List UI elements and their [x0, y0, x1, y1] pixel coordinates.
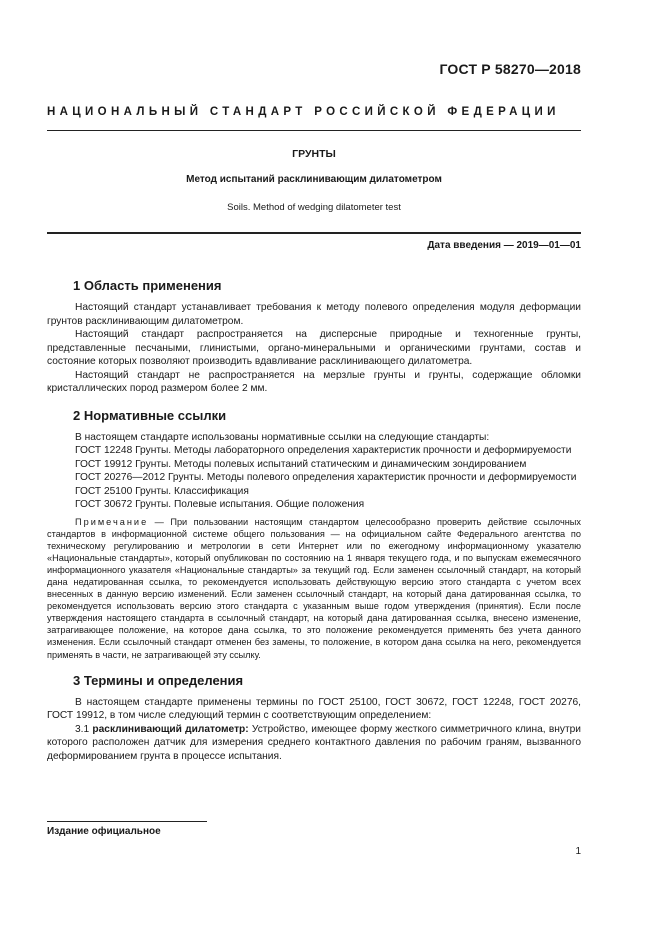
footer-rule	[47, 821, 207, 822]
english-title: Soils. Method of wedging dilatometer test	[227, 202, 401, 213]
paragraph: Настоящий стандарт распространяется на дисперсные природные и техногенные грунты, представленные песчаными, глинистыми, органо-минеральными и органическими грунтами, состав и состояние которых позволяют производить вдавливание расклинивающего дилатометра.	[47, 329, 581, 367]
paragraph: В настоящем стандарте применены термины по ГОСТ 25100, ГОСТ 30672, ГОСТ 12248, ГОСТ 20276, ГОСТ 19912, в том числе следующий термин с соответствующим определением:	[47, 696, 581, 722]
document-subtitle: Метод испытаний расклинивающим дилатометром	[186, 174, 442, 185]
reference-item: ГОСТ 19912 Грунты. Методы полевых испытаний статическим и динамическим зондированием	[75, 458, 527, 470]
standard-code: ГОСТ Р 58270—2018	[439, 61, 581, 77]
document-title: ГРУНТЫ	[292, 148, 336, 160]
paragraph: В настоящем стандарте использованы нормативные ссылки на следующие стандарты:	[75, 431, 490, 443]
term-definition	[47, 723, 581, 764]
note-text: — При пользовании настоящим стандартом целесообразно проверить действие ссылочных стандартов в информационной системе общего пользования — на официальном сайте Федерального агентства по техническому регулированию и метрологии в сети Интернет или по ежегодному информационному указателю «Национальные стандарты», который опубликован по состоянию на 1 января текущего года, и по выпускам ежемесячного информационного указателя «Национальные стандарты» за текущий год. Если заменен ссылочный стандарт, на который дана недатированная ссылка, то рекомендуется использовать действующую версию этого стандарта с учетом всех внесенных в данную версию изменений. Если заменен ссылочный стандарт, на который дана датированная ссылка, то рекомендуется использовать версию этого стандарта с указанным выше годом утверждения (принятия). Если после утверждения настоящего стандарта в ссылочный стандарт, на который дана датированная ссылка, внесено изменение, затрагивающее положение, на которое дана ссылка, то это положение рекомендуется применять без учета данного изменения. Если ссылочный стандарт отменен без замены, то положение, в котором дана ссылка на него, рекомендуется применять в части, не затрагивающей эту ссылку.	[47, 516, 581, 660]
top-rule	[47, 130, 581, 131]
term-name: расклинивающий дилатометр:	[92, 723, 249, 735]
section-heading: 1 Область применения	[73, 278, 222, 293]
reference-item: ГОСТ 20276—2012 Грунты. Методы полевого определения характеристик прочности и деформируемости	[75, 472, 577, 483]
intro-date: Дата введения — 2019—01—01	[427, 240, 581, 251]
section-scope	[47, 278, 581, 396]
title-rule	[47, 232, 581, 234]
section-references	[47, 408, 581, 661]
note-label: Примечание	[75, 516, 149, 527]
document-body	[47, 278, 581, 775]
section-heading: 2 Нормативные ссылки	[73, 407, 227, 423]
section-heading: 3 Термины и определения	[73, 672, 244, 688]
page-number: 1	[575, 846, 581, 857]
term-text: Устройство, имеющее форму жесткого симметричного клина, внутри которого расположен датчик для измерения среднего контактного давления по рабочим граням, вызванного деформированием грунта в процессе испытания.	[47, 723, 581, 762]
note	[47, 516, 581, 661]
official-edition: Издание официальное	[47, 826, 161, 837]
paragraph: Настоящий стандарт устанавливает требования к методу полевого определения модуля деформации грунтов расклинивающим дилатометром.	[47, 302, 581, 327]
paragraph: Настоящий стандарт не распространяется на мерзлые грунты и грунты, содержащие обломки кристаллических пород размером более 2 мм.	[47, 369, 581, 394]
section-terms	[47, 673, 581, 764]
term-number: 3.1	[75, 723, 93, 735]
reference-item: ГОСТ 12248 Грунты. Методы лабораторного определения характеристик прочности и деформируемости	[75, 445, 572, 456]
reference-item: ГОСТ 30672 Грунты. Полевые испытания. Общие положения	[75, 499, 365, 510]
national-standard-title: НАЦИОНАЛЬНЫЙ СТАНДАРТ РОССИЙСКОЙ ФЕДЕРАЦИИ	[47, 106, 560, 118]
reference-item: ГОСТ 25100 Грунты. Классификация	[75, 485, 249, 497]
